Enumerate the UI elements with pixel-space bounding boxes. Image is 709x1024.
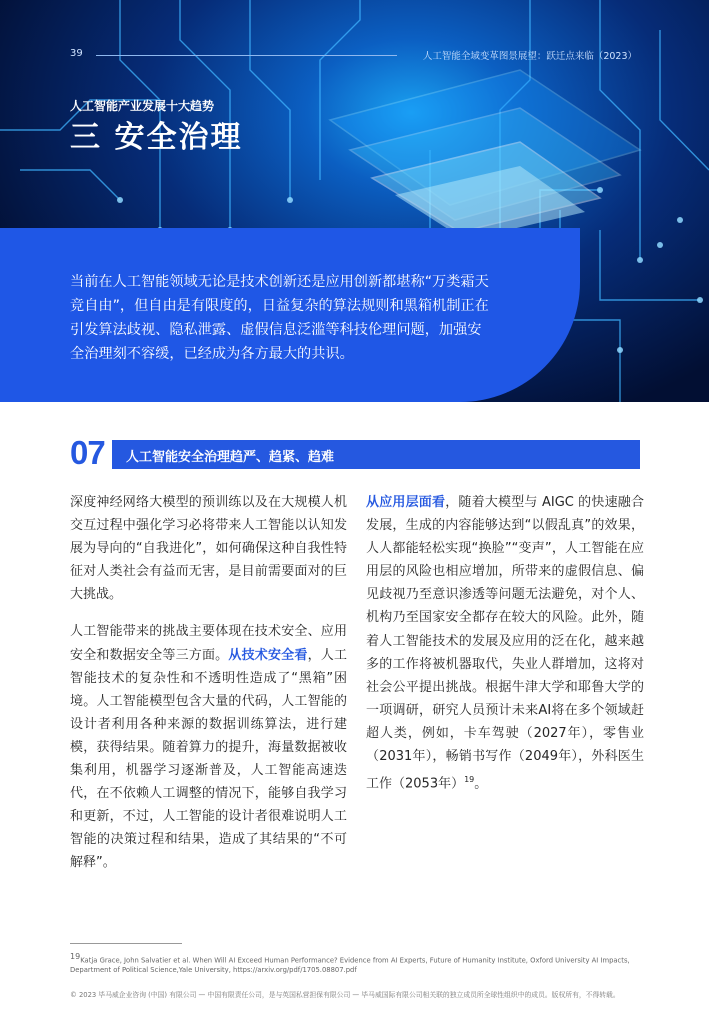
section-title-bar: [112, 440, 640, 469]
footnote: $^{19}$Katja Grace, John Salvatier et al. When Will AI Exceed Human Performance? Evidence from AI Experts, Future of Humanity Institute, Oxford University AI Impacts, Department of Political Science,Yale University, https://arxiv.org/pdf/1705.08807.pdf: [70, 952, 630, 975]
left-column: [70, 491, 347, 889]
running-header: [70, 48, 637, 62]
highlight-application-layer: 从应用层面看: [366, 495, 446, 510]
copyright: © 2023 毕马威企业咨询 (中国) 有限公司 — 中国有限责任公司，是与英国私营担保有限公司 — 毕马威国际有限公司相关联的独立成员所全球性组织中的成员。版权所有，不得转载。: [70, 991, 620, 999]
hero-banner: [0, 0, 709, 402]
page-number: 39: [70, 48, 83, 59]
footnote-ref[interactable]: 19: [464, 775, 475, 785]
report-title: 人工智能全域变革图景展望：跃迁点来临（2023）: [422, 51, 637, 62]
section-title: 人工智能安全治理趋严、趋紧、趋难: [126, 450, 335, 465]
header-rule: [96, 55, 397, 56]
chapter-title: 三 安全治理: [70, 120, 243, 155]
paragraph: 人工智能带来的挑战主要体现在技术安全、应用安全和数据安全等三方面。从技术安全看，人工智能技术的复杂性和不透明性造成了“黑箱”困境。人工智能模型包含大量的代码，人工智能的设计者利用各种来源的数据训练算法，进行建模，获得结果。随着算力的提升，海量数据被收集利用，机器学习逐渐普及，人工智能高速迭代，在不依赖人工调整的情况下，能够自我学习和更新，不过，人工智能的设计者很难说明人工智能的决策过程和结果，造成了其结果的“不可解释”。: [70, 624, 347, 871]
intro-text: 当前在人工智能领域无论是技术创新还是应用创新都堪称“万类霜天竞自由”，但自由是有限度的，日益复杂的算法规则和黑箱机制正在引发算法歧视、隐私泄露、虚假信息泛滥等科技伦理问题，加强安全治理刻不容缓，已经成为各方最大的共识。: [70, 274, 489, 362]
highlight-tech-security: 从技术安全看: [228, 647, 308, 663]
chapter-kicker: 人工智能产业发展十大趋势: [70, 99, 215, 113]
paragraph: 深度神经网络大模型的预训练以及在大规模人机交互过程中强化学习必将带来人工智能以认知发展为导向的“自我进化”，如何确保这种自我性特征对人类社会有益而无害，是目前需要面对的巨大挑战。: [70, 495, 347, 603]
footnote-rule: [70, 943, 182, 944]
right-column: [366, 491, 644, 810]
section-heading: [70, 434, 640, 471]
section-number: 07: [70, 434, 105, 471]
paragraph: 从应用层面看，随着大模型与 AIGC 的快速融合发展，生成的内容能够达到“以假乱真”的效果，人人都能轻松实现“换脸”“变声”，人工智能在应用层的风险也相应增加，所带来的虚假信息、偏见歧视乃至意识渗透等问题无法避免，对个人、机构乃至国家安全都存在较大的风险。此外，随着人工智能技术的发展及应用的泛在化，越来越多的工作将被机器取代，失业人群增加，这将对社会公平提出挑战。根据牛津大学和耶鲁大学的一项调研，研究人员预计未来AI将在多个领域赶超人类，例如，卡车驾驶（2027年），零售业（2031年），畅销书写作（2049年），外科医生工作（2053年）$^{19}$。: [366, 495, 644, 792]
